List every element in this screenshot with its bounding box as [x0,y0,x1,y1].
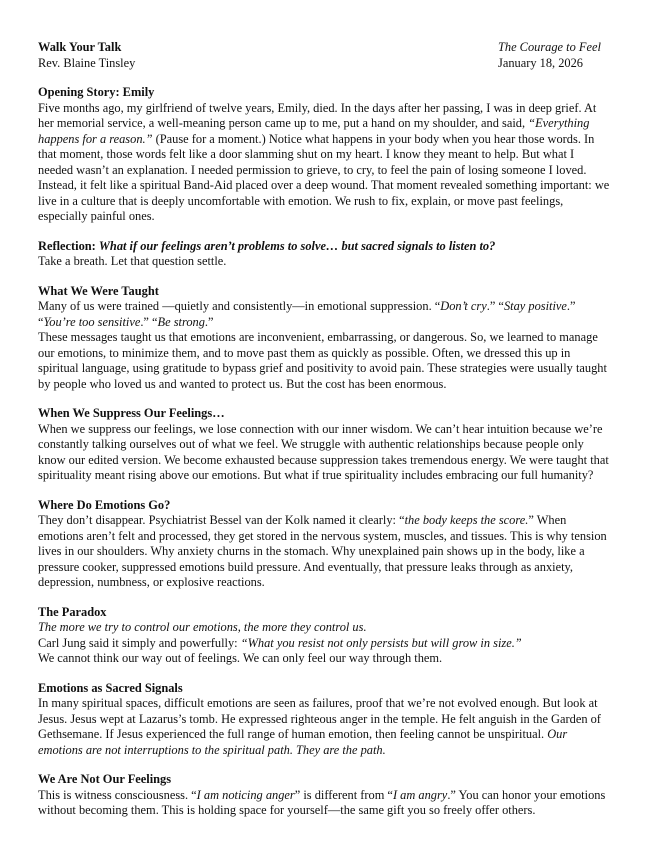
reflection-line: Reflection: What if our feelings aren’t problems to solve… but sacred signals to listen to? [38,238,496,253]
section-paragraph: This is witness consciousness. “I am noticing anger” is different from “I am angry.” You can honor your emotions without becoming them. This is holding space for yourself—the same gift you so freely offer others. [38,787,606,817]
section-heading: Opening Story: Emily [38,85,155,99]
section-heading: We Are Not Our Feelings [38,772,172,786]
sermon-title: Walk Your Talk [38,40,122,54]
section-taught [38,284,612,393]
section-heading: When We Suppress Our Feelings… [38,406,225,420]
section-paragraph: Many of us were trained —quietly and consistently—in emotional suppression. “Don’t cry.” “Stay positive.” “You’re too sensitive.” “Be strong.” [38,299,576,329]
paradox-line: The more we try to control our emotions, the more they control us. [38,620,367,634]
section-heading: What We Were Taught [38,283,159,298]
section-sacred [38,681,612,759]
reflection-text: Take a breath. Let that question settle. [38,254,227,268]
section-paragraph: They don’t disappear. Psychiatrist Bessel van der Kolk named it clearly: “the body keeps the score.” When emotions aren’t felt and processed, they get stored in the nervous system, muscles, and tissues. This is why tension lives in our shoulders. Why anxiety churns in the stomach. Why unexplained pain shows up in the body, like a pressure cooker, suppressed emotions build pressure. And eventually, that pressure leaks through as anxiety, depression, numbness, or explosive reactions. [38,513,607,589]
sermon-date: January 18, 2026 [498,55,583,70]
section-where [38,498,612,591]
section-heading: The Paradox [38,604,107,619]
section-paragraph: When we suppress our feelings, we lose connection with our inner wisdom. We can’t hear intuition because we’re constantly talking ourselves out of what we feel. We struggle with authentic relationships because people only know our edited version. We become exhausted because suppression takes tremendous energy. We were taught that spirituality meant rising above our emotions. But what if true spirituality includes embracing our full humanity? [38,421,609,482]
section-paradox [38,605,612,667]
section-paragraph: Five months ago, my girlfriend of twelve years, Emily, died. In the days after her passing, I was in deep grief. At her memorial service, a well-meaning person came up to me, put a hand on my shoulder, and said, “Everything happens for a reason.” (Pause for a moment.) Notice what happens in your body when you hear those words. In that moment, those words felt like a door slamming shut on my heart. I know they meant to help. But what I needed wasn’t an explanation. I needed permission to grieve, to cry, to feel the pain of losing someone I loved. Instead, it felt like a spiritual Band-Aid placed over a deep wound. That moment revealed something important: we live in a culture that is deeply uncomfortable with emotion. We rush to fix, explain, or move past feelings, especially painful ones. [38,100,610,223]
section-suppress [38,406,612,484]
author-name: Rev. Blaine Tinsley [38,55,136,70]
section-not-our-feelings [38,772,612,819]
series-title: The Courage to Feel [498,40,601,54]
paradox-closing: We cannot think our way out of feelings. We can only feel our way through them. [38,651,443,665]
section-paragraph: These messages taught us that emotions are inconvenient, embarrassing, or dangerous. So, we learned to manage our emotions, to minimize them, and to move past them as quickly as possible. Often, we dressed this up in spiritual language, using gratitude to bypass grief and positivity to avoid pain. These strategies were usually taught by people who loved us and wanted to protect us. But the cost has been enormous. [38,330,607,391]
document-header [38,40,612,71]
section-opening [38,85,612,225]
section-paragraph: In many spiritual spaces, difficult emotions are seen as failures, proof that we’re not evolved enough. But look at Jesus. Jesus wept at Lazarus’s tomb. He expressed righteous anger in the temple. He felt anguish in the Garden of Gethsemane. If Jesus experienced the full range of human emotion, then feeling cannot be unspiritual. Our emotions are not interruptions to the spiritual path. They are the path. [38,696,601,757]
section-heading: Where Do Emotions Go? [38,497,171,512]
section-reflection [38,239,612,270]
section-heading: Emotions as Sacred Signals [38,680,183,695]
paradox-quote-line: Carl Jung said it simply and powerfully: “What you resist not only persists but will grow in size.” [38,635,522,650]
